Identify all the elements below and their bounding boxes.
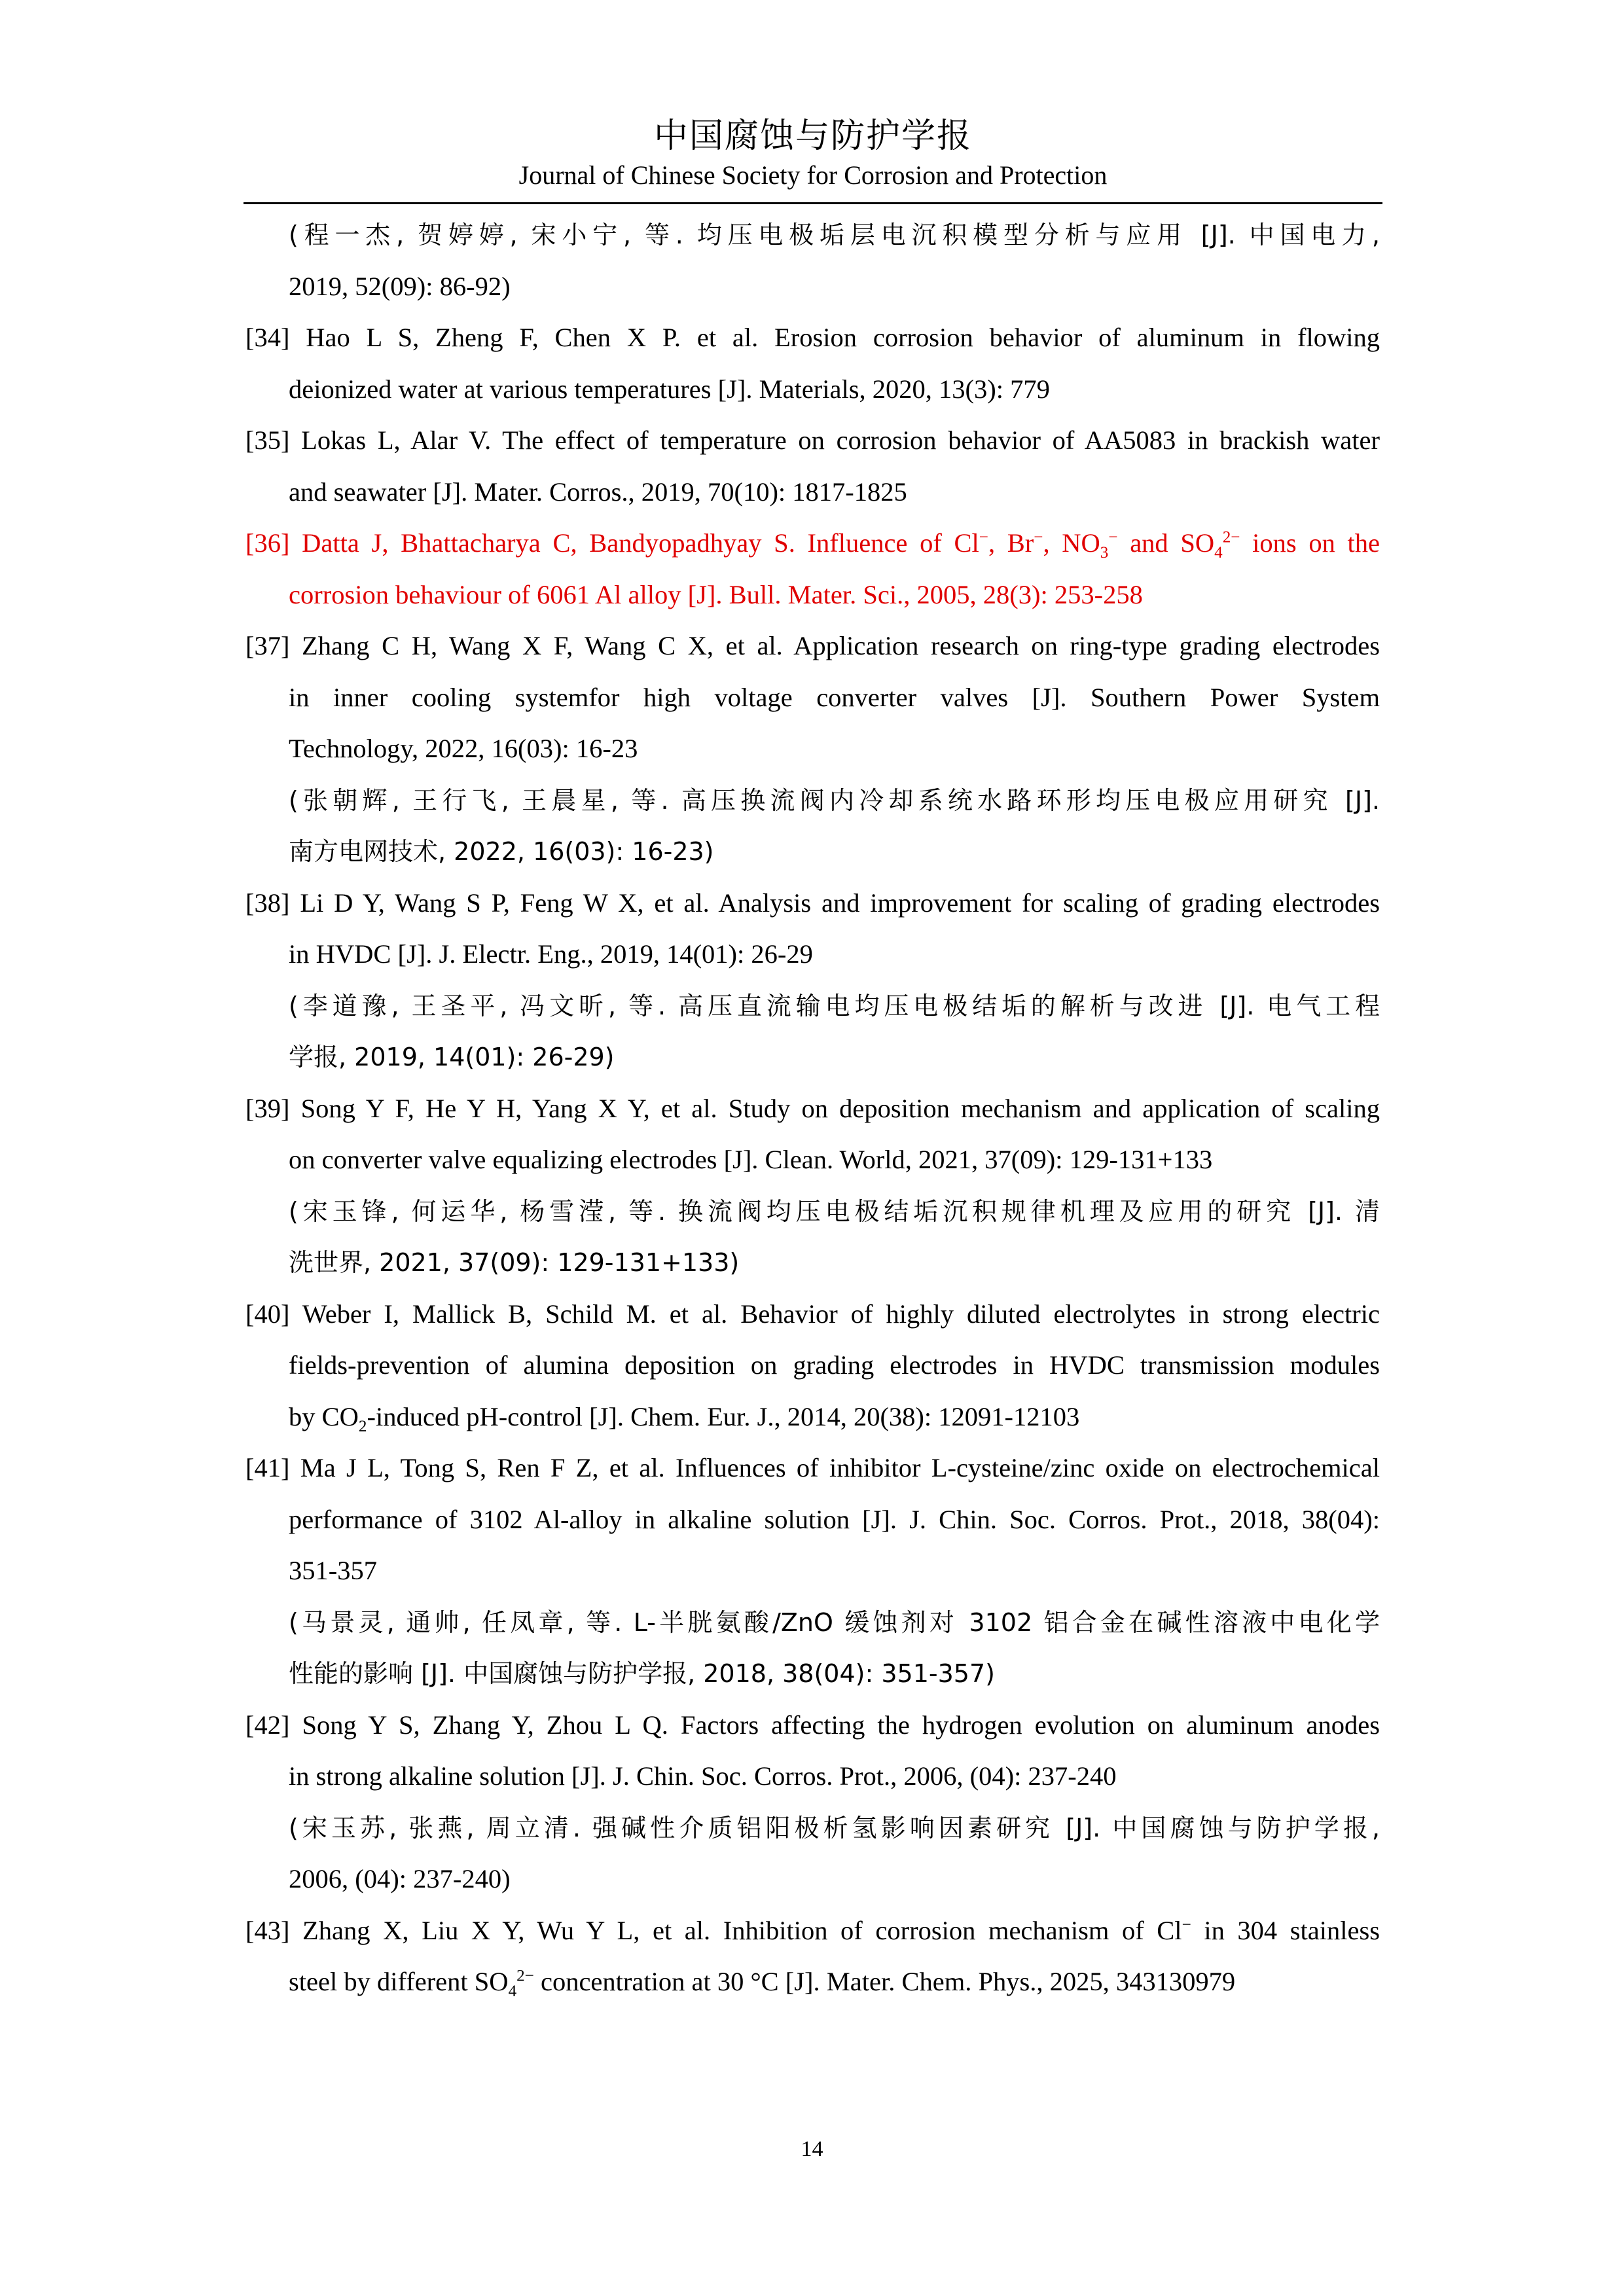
superscript: − [1182,1916,1191,1933]
reference-line: in HVDC [J]. J. Electr. Eng., 2019, 14(01): 26-29 [289,939,813,969]
subscript: 4 [1214,544,1223,562]
reference-text: [43] Zhang X, Liu X Y, Wu Y L, et al. Inhibition of corrosion mechanism of Cl [245,1915,1182,1945]
reference-item [245,1083,1380,1289]
page-number: 14 [801,2137,823,2161]
reference-line: on converter valve equalizing electrodes [J]. Clean. World, 2021, 37(09): 129-131+133 [289,1145,1213,1174]
reference-line: 南方电网技术, 2022, 16(03): 16-23) [289,837,714,866]
reference-line: in strong alkaline solution [J]. J. Chin. Soc. Corros. Prot., 2006, (04): 237-240 [289,1761,1117,1791]
reference-line: Technology, 2022, 16(03): 16-23 [289,734,638,763]
reference-text: [36] Datta J, Bhattacharya C, Bandyopadhyay S. Influence of Cl [245,528,979,558]
subscript: 4 [508,1982,517,2001]
reference-line: [41] Ma J L, Tong S, Ren F Z, et al. Influences of inhibitor L-cysteine/zinc oxide on electrochemical [245,1453,1380,1482]
reference-item [245,1905,1380,2008]
reference-item [245,1700,1380,1905]
reference-line: (李道豫, 王圣平, 冯文昕, 等. 高压直流输电均压电极结垢的解析与改进 [J]. 电气工程 [289,991,1380,1020]
reference-line [245,518,1380,569]
reference-text: ions on the [1240,528,1380,558]
superscript: − [1034,528,1043,547]
reference-line [245,1391,1380,1443]
reference-text: concentration at 30 °C [J]. Mater. Chem. Phys., 2025, 343130979 [533,1967,1236,1996]
reference-line: 351-357 [289,1556,377,1585]
reference-item [245,209,1380,312]
reference-line: (宋玉锋, 何运华, 杨雪滢, 等. 换流阀均压电极结垢沉积规律机理及应用的研究 [J]. 清 [289,1196,1380,1226]
reference-line: 性能的影响 [J]. 中国腐蚀与防护学报, 2018, 38(04): 351-357) [289,1659,995,1688]
reference-line: (宋玉苏, 张燕, 周立清. 强碱性介质铝阳极析氢影响因素研究 [J]. 中国腐蚀与防护学报, [289,1813,1380,1842]
reference-item [245,1443,1380,1700]
reference-line [245,1956,1380,2008]
reference-line: 2019, 52(09): 86-92) [289,271,511,301]
reference-item [245,878,1380,1083]
superscript: − [979,528,988,547]
reference-line: (马景灵, 通帅, 任凤章, 等. L-半胱氨酸/ZnO 缓蚀剂对 3102 铝合金在碱性溶液中电化学 [289,1607,1380,1637]
reference-line: 学报, 2019, 14(01): 26-29) [289,1043,615,1071]
subscript: 3 [1100,544,1109,562]
reference-line: [39] Song Y F, He Y H, Yang X Y, et al. Study on deposition mechanism and application of scaling [245,1093,1380,1123]
reference-line: corrosion behaviour of 6061 Al alloy [J]. Bull. Mater. Sci., 2005, 28(3): 253-258 [289,579,1143,609]
reference-line: [38] Li D Y, Wang S P, Feng W X, et al. Analysis and improvement for scaling of grading electrodes [245,888,1380,918]
reference-text: and SO [1117,528,1215,558]
reference-text: , NO [1043,528,1100,558]
reference-text: steel by different SO [289,1967,509,1996]
reference-text: by CO [289,1401,359,1431]
journal-header [244,115,1382,192]
reference-item [245,1289,1380,1443]
reference-line: [37] Zhang C H, Wang X F, Wang C X, et al. Application research on ring-type grading electrodes [245,631,1380,660]
subscript: 2 [358,1417,367,1435]
reference-item [245,620,1380,878]
reference-line: and seawater [J]. Mater. Corros., 2019, 70(10): 1817-1825 [289,476,907,507]
reference-item [245,312,1380,415]
reference-line: 洗世界, 2021, 37(09): 129-131+133) [289,1248,740,1277]
reference-line: in inner cooling systemfor high voltage converter valves [J]. Southern Power System [289,682,1380,712]
reference-line: 2006, (04): 237-240) [289,1864,511,1893]
reference-list [245,209,1380,2008]
reference-line: [35] Lokas L, Alar V. The effect of temperature on corrosion behavior of AA5083 in brackish water [245,425,1380,455]
reference-text: in 304 stainless [1191,1915,1380,1945]
reference-line: fields-prevention of alumina deposition on grading electrodes in HVDC transmission modules [289,1350,1380,1380]
reference-text: , Br [988,528,1034,558]
reference-line: deionized water at various temperatures [J]. Materials, 2020, 13(3): 779 [289,374,1050,404]
superscript: 2− [516,1967,534,1985]
reference-item-highlighted [245,518,1380,620]
reference-text: -induced pH-control [J]. Chem. Eur. J., 2014, 20(38): 12091-12103 [367,1401,1080,1431]
header-divider [244,202,1382,204]
journal-title-en: Journal of Chinese Society for Corrosion and Protection [518,160,1108,190]
reference-item [245,415,1380,518]
reference-line [245,1905,1380,1957]
reference-line: performance of 3102 Al-alloy in alkaline solution [J]. J. Chin. Soc. Corros. Prot., 2018, 38(04): [289,1504,1380,1534]
reference-line: (张朝辉, 王行飞, 王晨星, 等. 高压换流阀内冷却系统水路环形均压电极应用研究 [J]. [289,785,1380,815]
superscript: − [1108,528,1118,547]
reference-line: (程一杰, 贺婷婷, 宋小宁, 等. 均压电极垢层电沉积模型分析与应用 [J]. 中国电力, [289,221,1380,249]
reference-line: [40] Weber I, Mallick B, Schild M. et al. Behavior of highly diluted electrolytes in strong electric [245,1299,1380,1329]
superscript: 2− [1222,528,1240,547]
reference-line: [34] Hao L S, Zheng F, Chen X P. et al. Erosion corrosion behavior of aluminum in flowing [245,323,1380,352]
reference-line: [42] Song Y S, Zhang Y, Zhou L Q. Factors affecting the hydrogen evolution on aluminum anodes [245,1710,1380,1740]
journal-title-cn: 中国腐蚀与防护学报 [653,117,972,156]
